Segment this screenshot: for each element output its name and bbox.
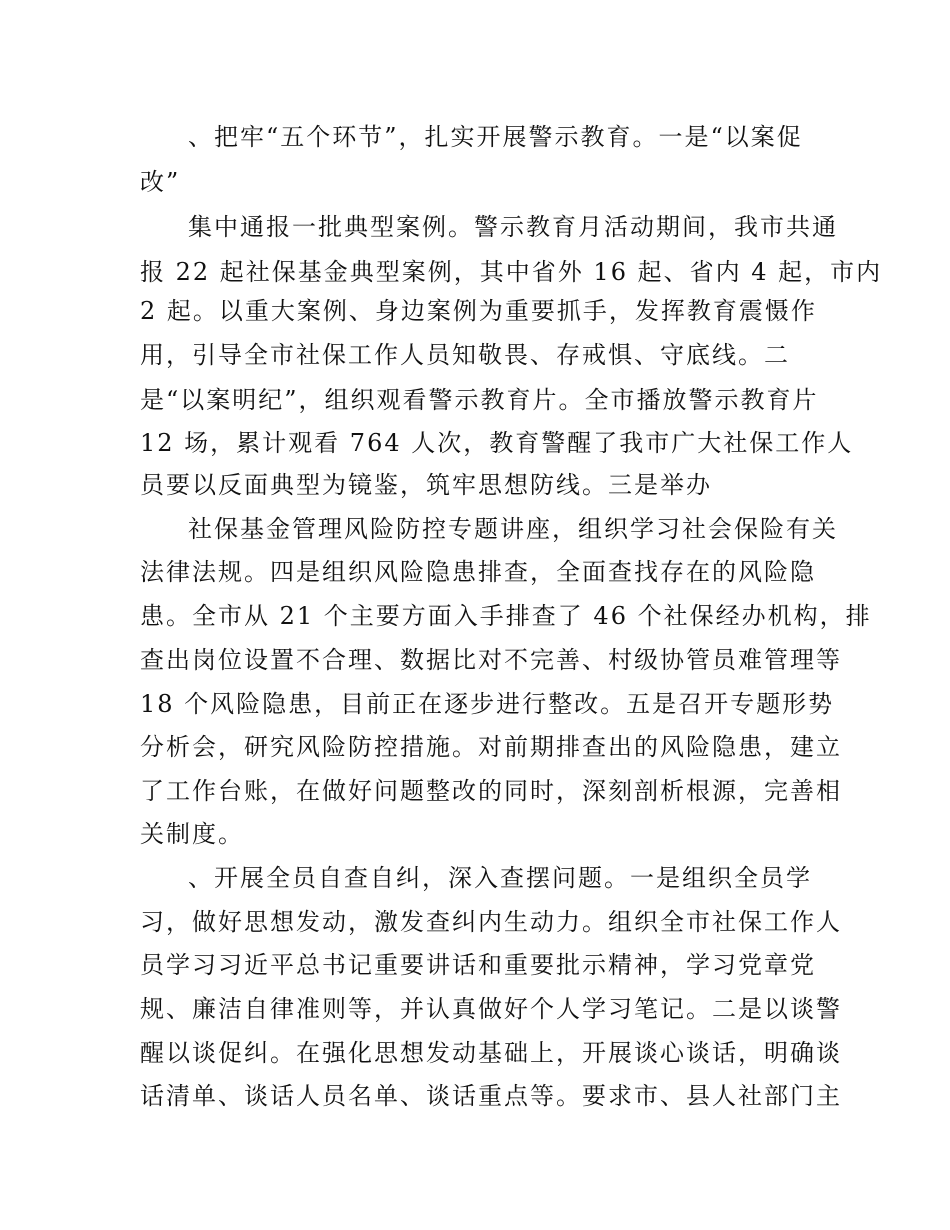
text-line: 法律法规。四是组织风险隐患排查，全面查找存在的风险隐: [140, 558, 816, 586]
text-line: 2 起。以重大案例、身边案例为重要抓手，发挥教育震慑作: [140, 297, 817, 325]
text-line: 社保基金管理风险防控专题讲座，组织学习社会保险有关: [188, 515, 838, 543]
text-line: 员要以反面典型为镜鉴，筑牢思想防线。三是举办: [140, 471, 712, 499]
text-line: 是“以案明纪”，组织观看警示教育片。全市播放警示教育片: [140, 386, 819, 414]
text-line: 关制度。: [140, 820, 244, 848]
text-line: 查出岗位设置不合理、数据比对不完善、村级协管员难管理等: [140, 646, 842, 674]
text-line: 报 22 起社保基金典型案例，其中省外 16 起、省内 4 起，市内: [140, 258, 883, 286]
text-line: 分析会，研究风险防控措施。对前期排查出的风险隐患，建立: [140, 733, 842, 761]
text-line: 规、廉洁自律准则等，并认真做好个人学习笔记。二是以谈警: [140, 995, 842, 1023]
text-line: 集中通报一批典型案例。警示教育月活动期间，我市共通: [188, 213, 838, 241]
text-line: 了工作台账，在做好问题整改的同时，深刻剖析根源，完善相: [140, 777, 842, 805]
text-line: 、把牢“五个环节”，扎实开展警示教育。一是“以案促: [188, 123, 803, 151]
text-line: 18 个风险隐患，目前正在逐步进行整改。五是召开专题形势: [140, 690, 835, 718]
text-line: 患。全市从 21 个主要方面入手排查了 46 个社保经办机构，排: [140, 602, 872, 630]
text-line: 醒以谈促纠。在强化思想发动基础上，开展谈心谈话，明确谈: [140, 1039, 842, 1067]
text-line: 、开展全员自查自纠，深入查摆问题。一是组织全员学: [188, 864, 812, 892]
text-line: 改”: [140, 168, 181, 196]
text-line: 习，做好思想发动，激发查纠内生动力。组织全市社保工作人: [140, 908, 842, 936]
text-line: 用，引导全市社保工作人员知敬畏、存戒惧、守底线。二: [140, 341, 790, 369]
text-line: 12 场，累计观看 764 人次，教育警醒了我市广大社保工作人: [140, 429, 854, 457]
text-line: 话清单、谈话人员名单、谈话重点等。要求市、县人社部门主: [140, 1082, 842, 1110]
text-line: 员学习习近平总书记重要讲话和重要批示精神，学习党章党: [140, 951, 816, 979]
